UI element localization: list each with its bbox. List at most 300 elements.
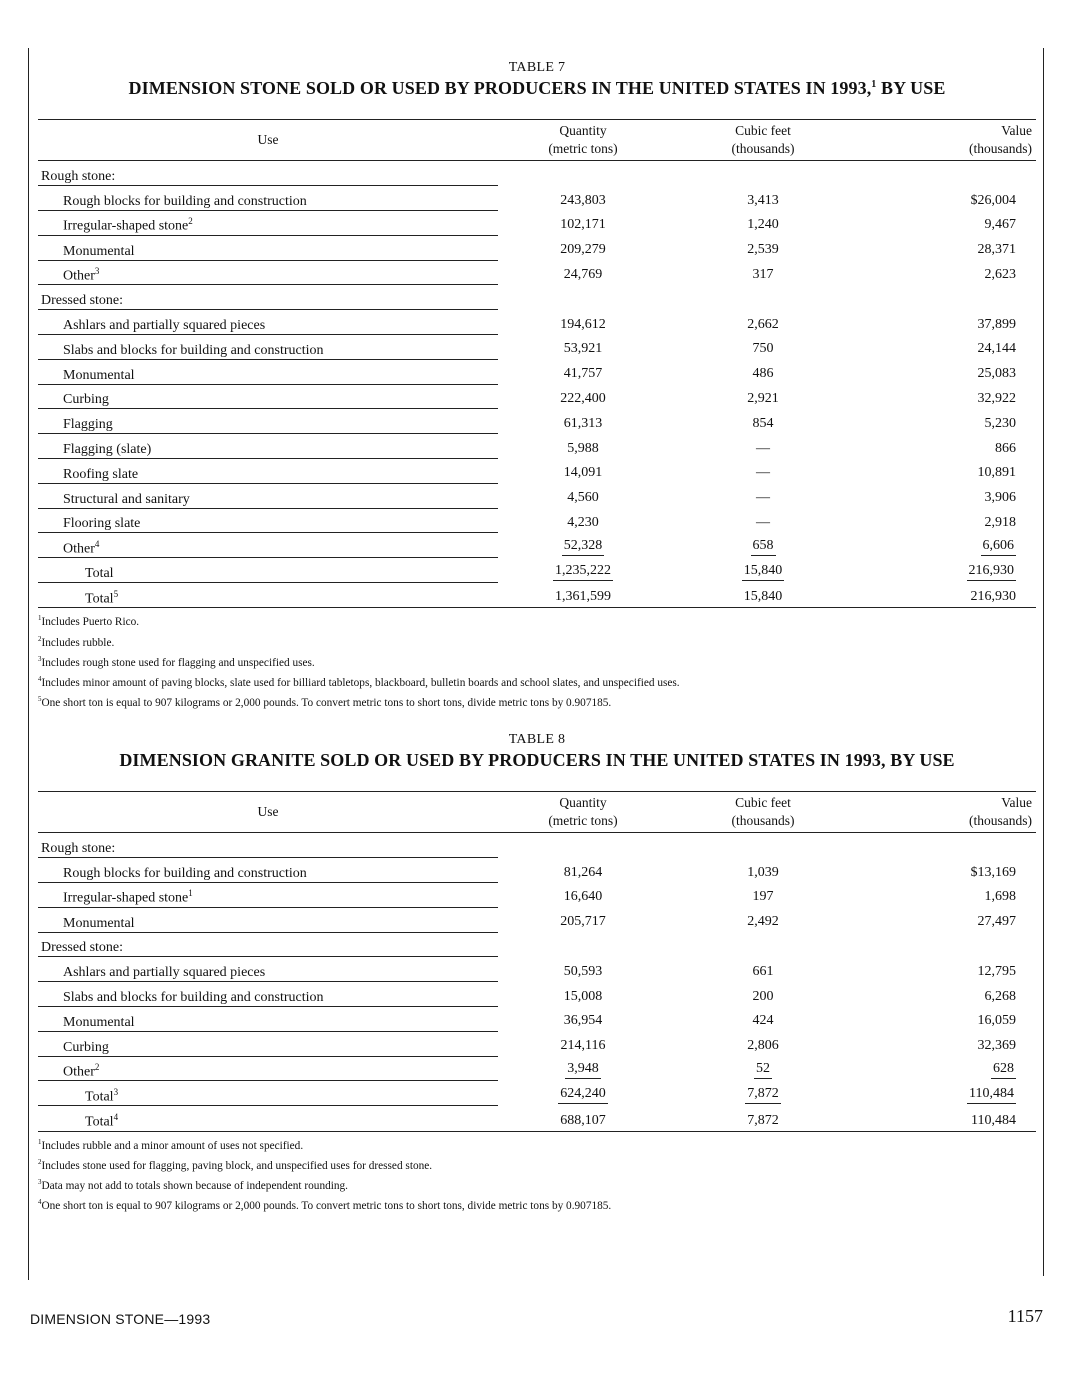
quantity-cell — [498, 359, 668, 384]
table-row — [38, 409, 1036, 434]
row-label-text: Flooring slate — [63, 516, 141, 532]
column-header-value — [858, 792, 1036, 833]
quantity-cell — [498, 833, 668, 858]
value-cell — [858, 1081, 1036, 1106]
column-header-value — [858, 120, 1036, 161]
cubic-feet-cell — [668, 907, 858, 932]
table-number: TABLE 7 — [508, 60, 566, 75]
value-cell-value: 9,467 — [984, 217, 1016, 233]
cubic-feet-cell — [668, 982, 858, 1007]
row-label-text: Structural and sanitary — [63, 491, 190, 507]
cubic-feet-cell-value: 424 — [752, 1013, 774, 1029]
value-cell — [858, 459, 1036, 484]
cubic-feet-cell — [668, 508, 858, 533]
table-row — [38, 211, 1036, 236]
row-label-text: Total — [85, 1089, 114, 1105]
quantity-cell — [498, 483, 668, 508]
row-label-text: Other — [63, 1064, 95, 1080]
table-row — [38, 359, 1036, 384]
value-cell-value: 2,623 — [984, 266, 1016, 282]
right-margin-rule — [1043, 48, 1044, 1276]
cubic-feet-cell — [668, 558, 858, 583]
table-title — [38, 78, 1036, 99]
quantity-cell — [498, 161, 668, 186]
value-cell-value: 27,497 — [977, 914, 1016, 930]
quantity-cell-value: 4,230 — [567, 514, 599, 530]
quantity-cell-value: 209,279 — [560, 242, 606, 258]
quantity-cell-value: 102,171 — [560, 217, 606, 233]
value-cell — [858, 883, 1036, 908]
value-cell-value: 6,606 — [981, 537, 1017, 556]
quantity-cell — [498, 186, 668, 211]
table-row — [38, 483, 1036, 508]
cubic-feet-cell-value: 1,240 — [747, 217, 779, 233]
value-cell-value: 628 — [991, 1060, 1016, 1079]
value-cell — [858, 161, 1036, 186]
row-label — [38, 459, 498, 484]
row-label-text: Rough stone: — [41, 169, 116, 185]
column-header-line: Cubic feet — [735, 795, 791, 810]
quantity-cell — [498, 260, 668, 285]
quantity-cell-value: 53,921 — [563, 341, 603, 357]
quantity-cell-value: 1,235,222 — [553, 562, 613, 581]
quantity-cell-value: 24,769 — [563, 266, 603, 282]
footnote-ref: 3 — [94, 265, 100, 276]
cubic-feet-cell — [668, 957, 858, 982]
row-label-text: Other — [63, 541, 95, 557]
column-header-line: Value — [1001, 795, 1032, 810]
table-number: TABLE 8 — [508, 732, 566, 747]
quantity-cell — [498, 907, 668, 932]
quantity-cell — [498, 285, 668, 310]
quantity-cell-value: 81,264 — [563, 864, 603, 880]
cubic-feet-cell-value: 2,539 — [747, 242, 779, 258]
table-row — [38, 533, 1036, 558]
section-row — [38, 161, 1036, 186]
cubic-feet-cell — [668, 161, 858, 186]
cubic-feet-cell — [668, 932, 858, 957]
value-cell-value: 12,795 — [977, 963, 1016, 979]
table-8 — [38, 732, 1036, 1215]
quantity-cell-value: 16,640 — [563, 889, 603, 905]
cubic-feet-cell-value: — — [756, 440, 770, 456]
row-label — [38, 285, 498, 310]
footnote-ref: 2 — [188, 216, 193, 227]
data-table — [38, 119, 1036, 608]
value-cell-value: 216,930 — [967, 562, 1017, 581]
footnote-text: Includes stone used for flagging, paving block, and unspecified uses for dressed stone. — [41, 1159, 433, 1172]
row-label — [38, 1081, 498, 1106]
footnote-ref: 4 — [113, 1111, 119, 1122]
title-footnote-ref: 1 — [871, 79, 877, 90]
row-label — [38, 533, 498, 558]
row-label-text: Rough blocks for building and construction — [63, 194, 307, 210]
table-title-text: DIMENSION STONE SOLD OR USED BY PRODUCERS IN THE UNITED STATES IN 1993, — [128, 78, 872, 98]
cubic-feet-cell-value: 1,039 — [747, 864, 779, 880]
cubic-feet-cell — [668, 285, 858, 310]
row-label-text: Total — [85, 1114, 114, 1130]
quantity-cell — [498, 409, 668, 434]
column-header-line: (thousands) — [731, 813, 795, 828]
quantity-cell-value: 61,313 — [563, 415, 603, 431]
cubic-feet-cell — [668, 483, 858, 508]
cubic-feet-cell — [668, 211, 858, 236]
column-header-line: (thousands) — [969, 141, 1032, 156]
quantity-cell — [498, 211, 668, 236]
row-label — [38, 982, 498, 1007]
row-label — [38, 1007, 498, 1032]
footnotes — [38, 610, 1036, 711]
column-header-cubic — [668, 792, 858, 833]
cubic-feet-cell — [668, 409, 858, 434]
value-cell-value: 10,891 — [977, 465, 1016, 481]
row-label-text: Monumental — [63, 243, 135, 259]
row-label — [38, 1056, 498, 1081]
row-label — [38, 833, 498, 858]
row-label-text: Monumental — [63, 1014, 135, 1030]
value-cell-value: 110,484 — [971, 1112, 1016, 1128]
table-row — [38, 1056, 1036, 1081]
quantity-cell — [498, 335, 668, 360]
quantity-cell-value: 14,091 — [563, 465, 603, 481]
footnote — [38, 1174, 1036, 1194]
row-label — [38, 359, 498, 384]
quantity-cell — [498, 858, 668, 883]
row-label — [38, 583, 498, 608]
footnote-mark: 4 — [38, 1198, 42, 1207]
value-cell-value: 1,698 — [984, 889, 1016, 905]
header-row — [38, 792, 1036, 833]
section-row — [38, 285, 1036, 310]
quantity-cell-value: 41,757 — [563, 366, 603, 382]
cubic-feet-cell-value: 2,921 — [747, 390, 779, 406]
cubic-feet-cell-value: 2,806 — [747, 1038, 779, 1054]
value-cell — [858, 186, 1036, 211]
footnote — [38, 631, 1036, 651]
quantity-cell — [498, 558, 668, 583]
table-row — [38, 186, 1036, 211]
row-label-text: Dressed stone: — [41, 940, 124, 956]
quantity-cell — [498, 1031, 668, 1056]
column-header-use: Use — [38, 792, 498, 833]
row-label-text: Ashlars and partially squared pieces — [63, 965, 266, 981]
quantity-cell-value: 214,116 — [560, 1038, 606, 1054]
quantity-cell-value: 194,612 — [560, 316, 606, 332]
row-label — [38, 409, 498, 434]
cubic-feet-cell-value: 2,492 — [747, 914, 779, 930]
quantity-cell — [498, 235, 668, 260]
value-cell-value: 5,230 — [984, 415, 1016, 431]
row-label — [38, 260, 498, 285]
table-row — [38, 459, 1036, 484]
value-cell — [858, 583, 1036, 608]
table-row — [38, 558, 1036, 583]
table-row — [38, 434, 1036, 459]
value-cell — [858, 932, 1036, 957]
value-cell — [858, 1056, 1036, 1081]
cubic-feet-cell-value: — — [756, 465, 770, 481]
quantity-cell-value: 624,240 — [558, 1085, 608, 1104]
cubic-feet-cell — [668, 186, 858, 211]
row-label-text: Irregular-shaped stone — [63, 218, 189, 234]
value-cell — [858, 260, 1036, 285]
value-cell — [858, 359, 1036, 384]
footnote — [38, 610, 1036, 630]
value-cell-value: 28,371 — [977, 242, 1016, 258]
row-label — [38, 310, 498, 335]
table-row — [38, 583, 1036, 608]
table-title-tail: BY USE — [876, 78, 946, 98]
footnote-mark: 2 — [38, 634, 42, 643]
value-cell-value: $13,169 — [970, 864, 1016, 880]
quantity-cell — [498, 932, 668, 957]
footnote-mark: 2 — [38, 1157, 42, 1166]
quantity-cell-value: 1,361,599 — [555, 589, 611, 605]
row-label-text: Total — [85, 591, 114, 607]
row-label — [38, 335, 498, 360]
row-label-text: Total — [85, 566, 114, 582]
row-label — [38, 434, 498, 459]
table-row — [38, 384, 1036, 409]
quantity-cell-value: 52,328 — [562, 537, 605, 556]
cubic-feet-cell-value: 750 — [752, 341, 774, 357]
row-label-text: Flagging (slate) — [63, 442, 152, 458]
column-header-line: (thousands) — [969, 813, 1032, 828]
value-cell-value: 16,059 — [977, 1013, 1016, 1029]
table-title-text: DIMENSION GRANITE SOLD OR USED BY PRODUCERS IN THE UNITED STATES IN 1993, BY USE — [119, 750, 955, 770]
value-cell — [858, 335, 1036, 360]
cubic-feet-cell-value: — — [756, 490, 770, 506]
cubic-feet-cell-value: — — [756, 514, 770, 530]
footnote-text: Includes minor amount of paving blocks, slate used for billiard tabletops, blackboard, bulletin boards and school slates, and unspecified uses. — [41, 676, 680, 689]
cubic-feet-cell-value: 15,840 — [743, 589, 783, 605]
row-label — [38, 186, 498, 211]
footnote-mark: 1 — [38, 614, 42, 623]
table-row — [38, 982, 1036, 1007]
footnote-text: One short ton is equal to 907 kilograms or 2,000 pounds. To convert metric tons to short tons, divide metric tons by 0.907185. — [41, 697, 612, 710]
table-row — [38, 235, 1036, 260]
cubic-feet-cell — [668, 858, 858, 883]
value-cell-value: $26,004 — [970, 192, 1016, 208]
footnote — [38, 1194, 1036, 1214]
row-label — [38, 957, 498, 982]
value-cell — [858, 384, 1036, 409]
page-number: 1157 — [1007, 1306, 1043, 1326]
cubic-feet-cell-value: 197 — [752, 889, 774, 905]
value-cell — [858, 858, 1036, 883]
cubic-feet-cell-value: 15,840 — [742, 562, 785, 581]
row-label — [38, 235, 498, 260]
row-label-text: Other — [63, 268, 95, 284]
cubic-feet-cell — [668, 459, 858, 484]
table-row — [38, 1031, 1036, 1056]
quantity-cell — [498, 583, 668, 608]
cubic-feet-cell-value: 2,662 — [747, 316, 779, 332]
value-cell — [858, 1007, 1036, 1032]
row-label — [38, 932, 498, 957]
cubic-feet-cell-value: 3,413 — [747, 192, 779, 208]
value-cell — [858, 285, 1036, 310]
quantity-cell — [498, 957, 668, 982]
value-cell-value: 216,930 — [970, 589, 1016, 605]
column-header-line: (thousands) — [731, 141, 795, 156]
footnote-text: Includes Puerto Rico. — [41, 616, 140, 629]
quantity-cell-value: 4,560 — [567, 490, 599, 506]
value-cell-value: 6,268 — [984, 988, 1016, 1004]
table-row — [38, 335, 1036, 360]
quantity-cell — [498, 384, 668, 409]
table-row — [38, 260, 1036, 285]
row-label-text: Slabs and blocks for building and construction — [63, 342, 324, 358]
value-cell-value: 866 — [995, 440, 1016, 456]
row-label — [38, 483, 498, 508]
cubic-feet-cell-value: 658 — [751, 537, 776, 556]
running-head: DIMENSION STONE—1993 — [30, 1311, 211, 1327]
row-label-text: Roofing slate — [63, 466, 139, 482]
row-label — [38, 508, 498, 533]
row-label-text: Irregular-shaped stone — [63, 890, 189, 906]
row-label-text: Monumental — [63, 367, 135, 383]
quantity-cell — [498, 883, 668, 908]
column-header-cubic — [668, 120, 858, 161]
row-label — [38, 883, 498, 908]
value-cell — [858, 1031, 1036, 1056]
footnote — [38, 671, 1036, 691]
row-label-text: Rough stone: — [41, 841, 116, 857]
footnote-text: One short ton is equal to 907 kilograms or 2,000 pounds. To convert metric tons to short tons, divide metric tons by 0.907185. — [41, 1200, 612, 1213]
value-cell-value: 32,922 — [977, 390, 1016, 406]
table-7 — [38, 60, 1036, 712]
row-label-text: Flagging — [63, 417, 113, 433]
quantity-cell — [498, 982, 668, 1007]
value-cell-value: 110,484 — [967, 1085, 1016, 1104]
cubic-feet-cell — [668, 434, 858, 459]
value-cell-value: 25,083 — [977, 366, 1016, 382]
value-cell — [858, 211, 1036, 236]
quantity-cell — [498, 508, 668, 533]
cubic-feet-cell-value: 317 — [752, 266, 774, 282]
value-cell — [858, 508, 1036, 533]
row-label-text: Curbing — [63, 392, 109, 408]
value-cell-value: 32,369 — [977, 1038, 1016, 1054]
table-row — [38, 883, 1036, 908]
table-title — [38, 750, 1036, 771]
footnote-ref: 2 — [94, 1061, 100, 1072]
cubic-feet-cell-value: 854 — [752, 415, 774, 431]
value-cell-value: 24,144 — [977, 341, 1016, 357]
cubic-feet-cell-value: 486 — [752, 366, 774, 382]
table-row — [38, 1106, 1036, 1131]
quantity-cell — [498, 1106, 668, 1131]
quantity-cell-value: 36,954 — [563, 1013, 603, 1029]
quantity-cell — [498, 459, 668, 484]
column-header-line: (metric tons) — [548, 141, 618, 156]
value-cell — [858, 434, 1036, 459]
cubic-feet-cell — [668, 359, 858, 384]
value-cell — [858, 310, 1036, 335]
value-cell — [858, 957, 1036, 982]
footnote — [38, 691, 1036, 711]
row-label — [38, 907, 498, 932]
quantity-cell — [498, 1056, 668, 1081]
data-table — [38, 791, 1036, 1132]
column-header-line: Cubic feet — [735, 123, 791, 138]
cubic-feet-cell — [668, 384, 858, 409]
cubic-feet-cell — [668, 335, 858, 360]
row-label — [38, 384, 498, 409]
value-cell — [858, 558, 1036, 583]
footnote-text: Includes rubble. — [41, 636, 115, 649]
cubic-feet-cell-value: 661 — [752, 963, 774, 979]
column-header-line: Value — [1001, 123, 1032, 138]
row-label — [38, 1106, 498, 1131]
table-row — [38, 957, 1036, 982]
footnote-mark: 3 — [38, 654, 42, 663]
cubic-feet-cell-value: 52 — [754, 1060, 772, 1079]
quantity-cell — [498, 1007, 668, 1032]
value-cell — [858, 409, 1036, 434]
row-label-text: Monumental — [63, 915, 135, 931]
row-label — [38, 211, 498, 236]
quantity-cell — [498, 434, 668, 459]
row-label-text: Dressed stone: — [41, 293, 124, 309]
footnote — [38, 1134, 1036, 1154]
cubic-feet-cell — [668, 1007, 858, 1032]
value-cell-value: 3,906 — [984, 490, 1016, 506]
cubic-feet-cell-value: 7,872 — [745, 1085, 781, 1104]
footnote-mark: 5 — [38, 695, 42, 704]
quantity-cell-value: 222,400 — [560, 390, 606, 406]
cubic-feet-cell — [668, 1031, 858, 1056]
value-cell — [858, 235, 1036, 260]
quantity-cell-value: 243,803 — [560, 192, 606, 208]
row-label — [38, 1031, 498, 1056]
value-cell — [858, 833, 1036, 858]
table-row — [38, 1007, 1036, 1032]
table-row — [38, 1081, 1036, 1106]
header-row — [38, 120, 1036, 161]
cubic-feet-cell — [668, 883, 858, 908]
cubic-feet-cell — [668, 1106, 858, 1131]
row-label-text: Curbing — [63, 1039, 109, 1055]
column-header-quantity — [498, 120, 668, 161]
value-cell — [858, 982, 1036, 1007]
value-cell — [858, 1106, 1036, 1131]
row-label — [38, 858, 498, 883]
table-row — [38, 858, 1036, 883]
footnote-ref: 1 — [188, 888, 193, 899]
footnote — [38, 1154, 1036, 1174]
column-header-line: Quantity — [559, 795, 607, 810]
footnote-ref: 3 — [113, 1086, 119, 1097]
footnote-mark: 4 — [38, 675, 42, 684]
cubic-feet-cell — [668, 310, 858, 335]
footnote-mark: 1 — [38, 1137, 42, 1146]
footnote — [38, 651, 1036, 671]
cubic-feet-cell — [668, 583, 858, 608]
quantity-cell — [498, 310, 668, 335]
quantity-cell — [498, 1081, 668, 1106]
footnote-text: Includes rough stone used for flagging and unspecified uses. — [41, 656, 315, 669]
cubic-feet-cell — [668, 1056, 858, 1081]
footnote-mark: 3 — [38, 1178, 42, 1187]
section-row — [38, 833, 1036, 858]
footnote-text: Includes rubble and a minor amount of uses not specified. — [41, 1139, 304, 1152]
table-row — [38, 508, 1036, 533]
footnotes — [38, 1134, 1036, 1215]
cubic-feet-cell — [668, 1081, 858, 1106]
cubic-feet-cell — [668, 235, 858, 260]
